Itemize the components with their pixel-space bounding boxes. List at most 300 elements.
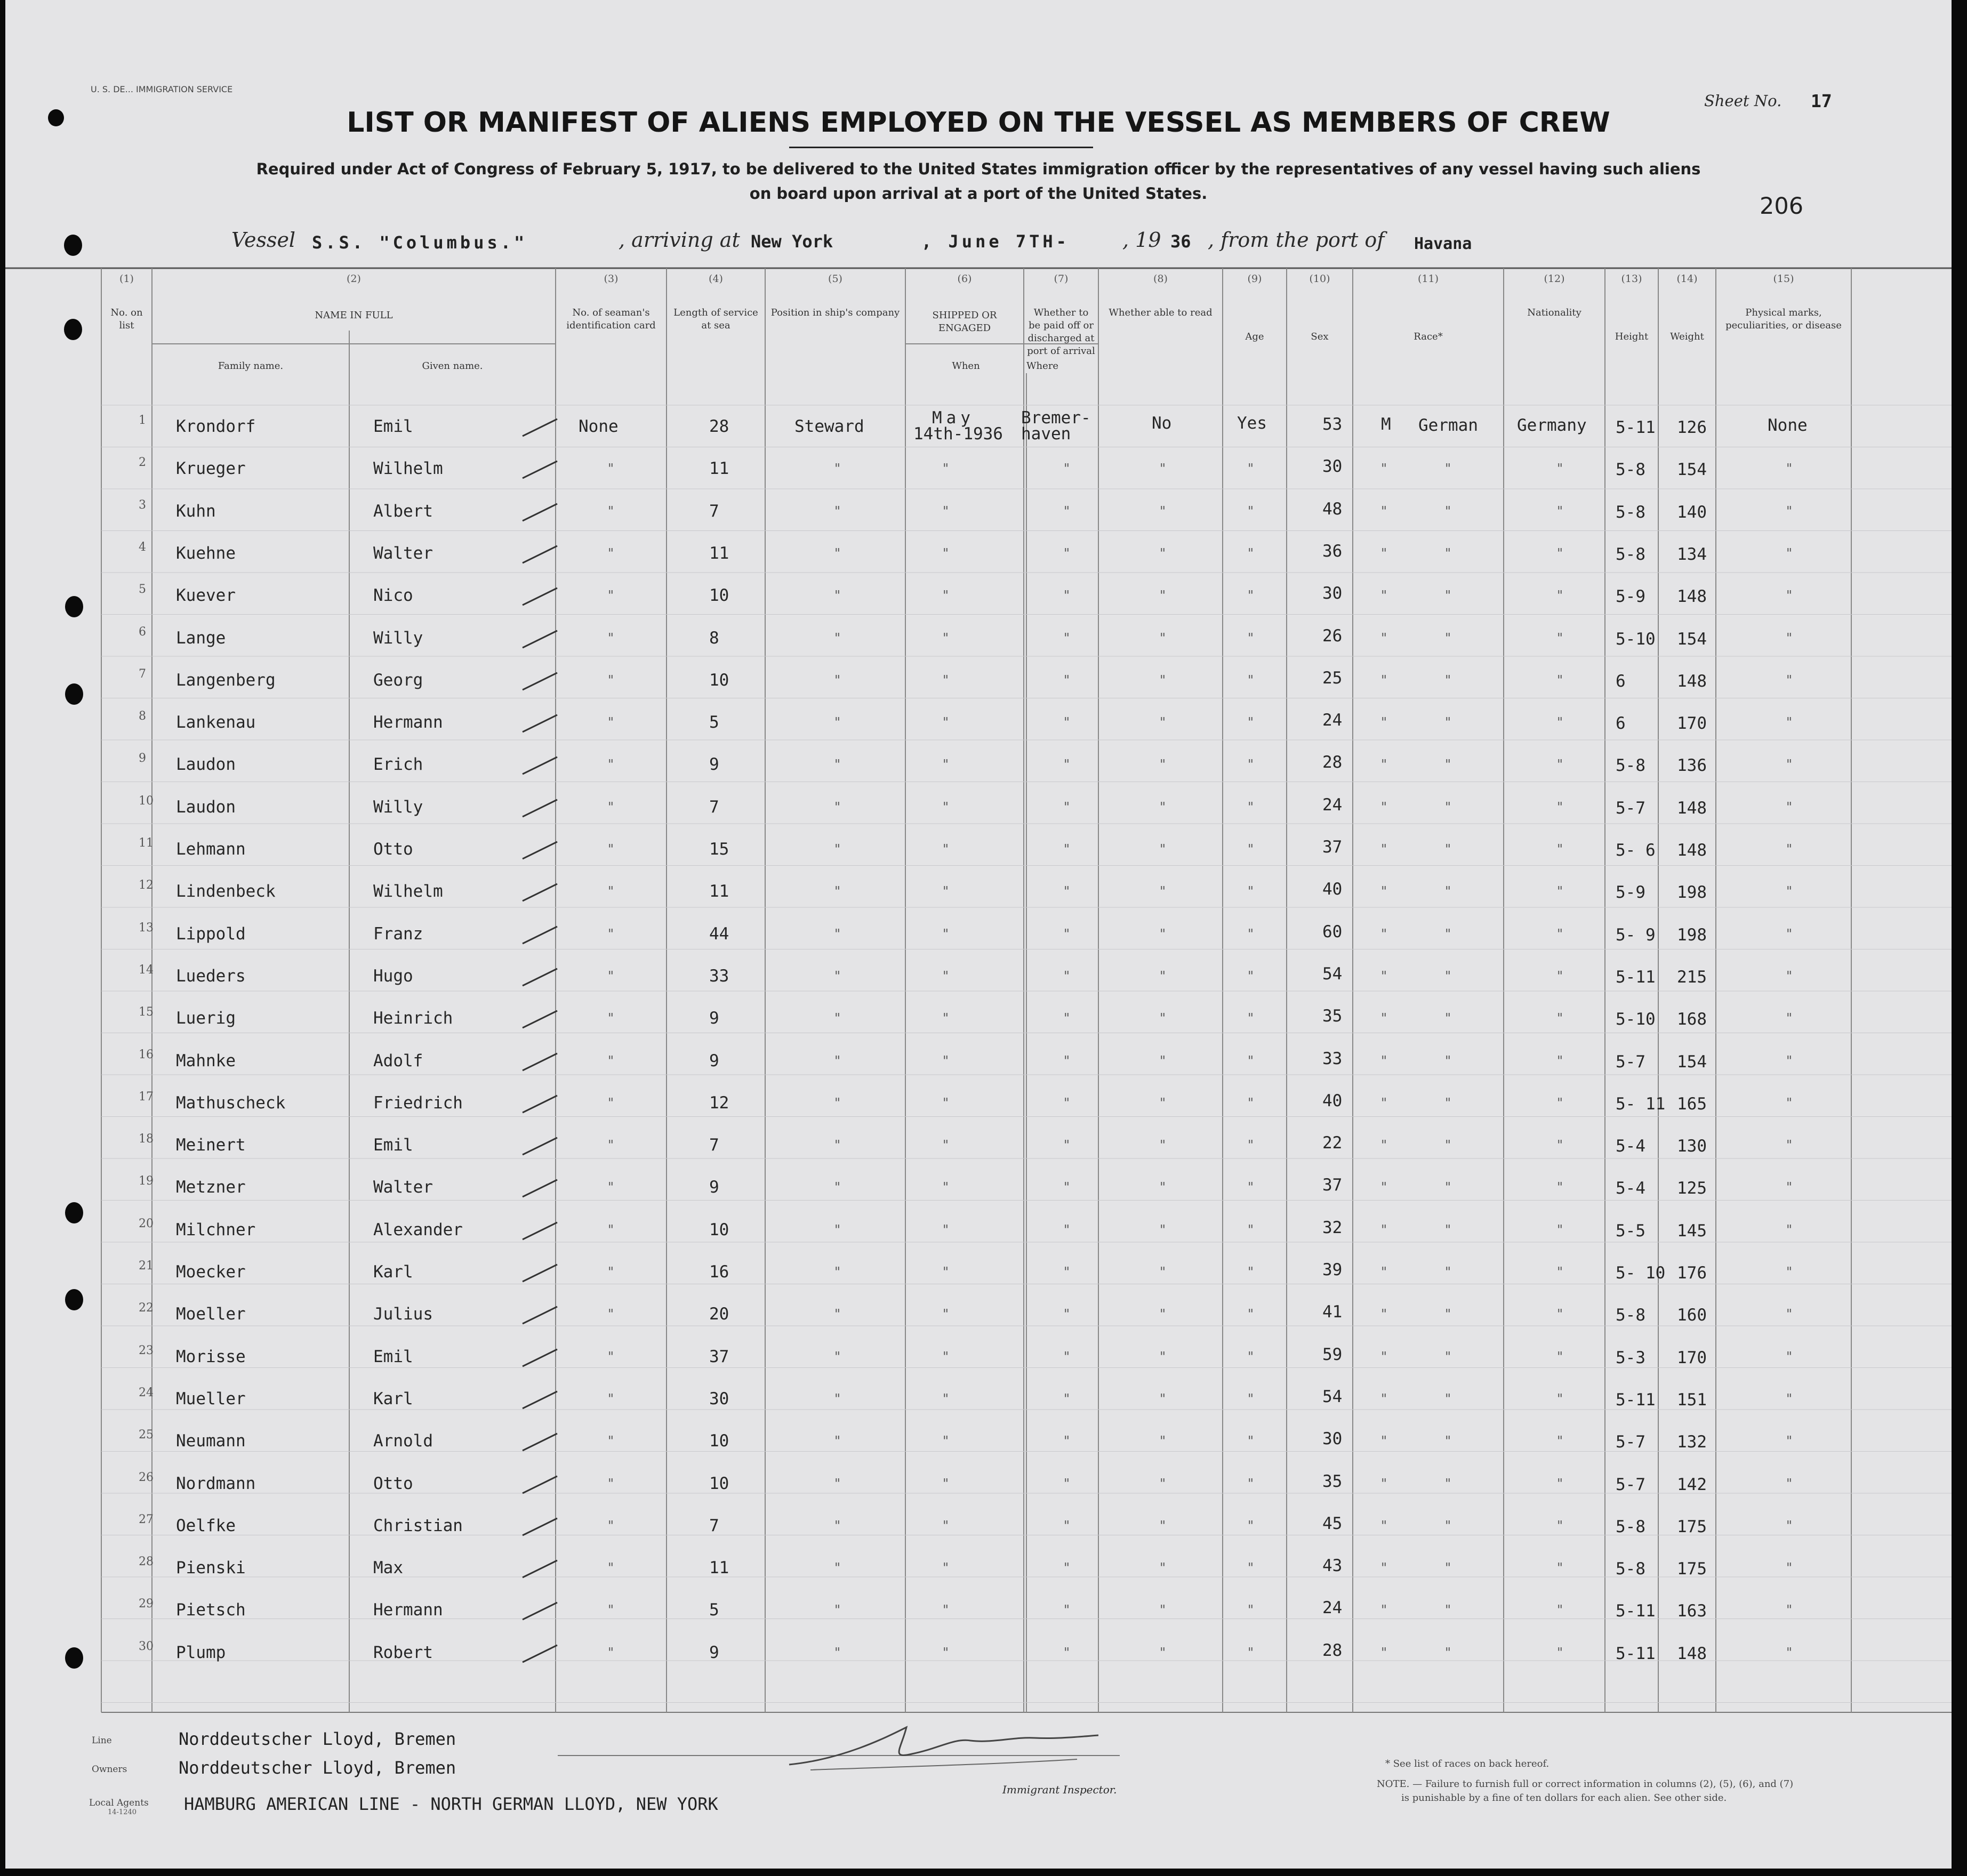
check-mark xyxy=(520,1260,563,1287)
check-mark xyxy=(520,669,563,695)
position-ditto: " xyxy=(834,715,841,730)
length-of-service: 7 xyxy=(709,1136,719,1155)
family-name: Neumann xyxy=(176,1431,246,1451)
row-number: 7 xyxy=(139,667,146,681)
physical-marks-ditto: " xyxy=(1786,1053,1793,1068)
check-mark xyxy=(520,1641,563,1668)
paid-off-ditto: " xyxy=(1160,503,1166,519)
able-to-read-ditto: " xyxy=(1248,842,1254,857)
id-card-ditto: " xyxy=(608,1349,614,1364)
family-name: Lange xyxy=(176,628,226,648)
given-name: Erich xyxy=(373,755,423,775)
check-mark xyxy=(520,880,563,906)
nationality-ditto: " xyxy=(1557,1645,1563,1660)
given-name: Hugo xyxy=(373,966,413,986)
race-ditto: " xyxy=(1445,1180,1451,1195)
length-of-service: 5 xyxy=(709,713,719,732)
height: 6 xyxy=(1616,714,1626,734)
weight: 126 xyxy=(1677,418,1707,437)
column-header: Height xyxy=(1615,331,1649,342)
height: 5- 6 xyxy=(1616,841,1656,860)
position-ditto: " xyxy=(834,842,841,857)
column-number: (7) xyxy=(1054,273,1069,285)
position-ditto: " xyxy=(834,1645,841,1660)
length-of-service: 28 xyxy=(709,417,729,436)
shipped-where-ditto: " xyxy=(1064,1349,1070,1364)
given-name: Otto xyxy=(373,840,413,859)
nationality-ditto: " xyxy=(1557,1222,1563,1237)
column-number: (6) xyxy=(957,273,972,285)
nationality-ditto: " xyxy=(1557,1307,1563,1322)
shipped-where-ditto: " xyxy=(1064,1138,1070,1153)
shipped-when-ditto: " xyxy=(943,1011,949,1026)
height: 5-10 xyxy=(1616,1010,1656,1029)
row-number: 10 xyxy=(139,794,154,808)
binding-hole xyxy=(65,1289,83,1310)
column-number: (15) xyxy=(1773,273,1794,285)
shipped-where-ditto: " xyxy=(1064,842,1070,857)
height: 5-8 xyxy=(1616,460,1645,480)
family-name: Oelfke xyxy=(176,1516,236,1535)
able-to-read-ditto: " xyxy=(1248,1603,1254,1618)
able-to-read-ditto: " xyxy=(1248,545,1254,561)
length-of-service: 16 xyxy=(709,1262,729,1282)
physical-marks-ditto: " xyxy=(1786,1518,1793,1533)
position-ditto: " xyxy=(834,757,841,772)
weight: 134 xyxy=(1677,544,1707,564)
race-ditto: " xyxy=(1445,630,1451,646)
height: 5-10 xyxy=(1616,629,1656,649)
sex-ditto: " xyxy=(1381,757,1387,772)
family-name: Pietsch xyxy=(176,1600,246,1620)
race-ditto: " xyxy=(1445,461,1451,477)
id-card-ditto: " xyxy=(608,968,614,984)
length-of-service: 15 xyxy=(709,840,729,859)
immigration-stamp: U. S. DE... IMMIGRATION SERVICE xyxy=(91,84,233,94)
paid-off: No xyxy=(1152,414,1172,433)
age: 36 xyxy=(1322,541,1343,561)
weight: 154 xyxy=(1677,460,1707,480)
height: 5-4 xyxy=(1616,1179,1645,1198)
able-to-read-ditto: " xyxy=(1248,926,1254,941)
height: 5-8 xyxy=(1616,544,1645,564)
physical-marks-ditto: " xyxy=(1786,799,1793,815)
weight: 163 xyxy=(1677,1601,1707,1621)
able-to-read-ditto: " xyxy=(1248,1645,1254,1660)
shipped-where-ditto: " xyxy=(1064,1434,1070,1449)
check-mark xyxy=(520,964,563,991)
paid-off-ditto: " xyxy=(1160,1265,1166,1279)
paid-off-ditto: " xyxy=(1160,1476,1166,1491)
family-name: Moeller xyxy=(176,1305,246,1324)
nationality: Germany xyxy=(1517,416,1587,435)
shipped-when-ditto: " xyxy=(943,1434,949,1449)
nationality-ditto: " xyxy=(1557,1434,1563,1449)
weight: 148 xyxy=(1677,798,1707,818)
nationality-ditto: " xyxy=(1557,588,1563,603)
shipped-when-ditto: " xyxy=(943,1180,949,1195)
length-of-service: 5 xyxy=(709,1600,719,1620)
subtitle-line-1: Required under Act of Congress of February 5, 1917, to be delivered to the United States immigration officer by the representatives of any vessel having such aliens xyxy=(256,160,1701,178)
family-name: Langenberg xyxy=(176,670,276,690)
length-of-service: 7 xyxy=(709,501,719,521)
physical-marks-ditto: " xyxy=(1786,1307,1793,1322)
able-to-read: Yes xyxy=(1237,414,1267,433)
given-name: Georg xyxy=(373,670,423,690)
column-number: (10) xyxy=(1309,273,1330,285)
shipped-when: 14th-1936 xyxy=(913,424,1003,444)
age: 28 xyxy=(1322,753,1343,772)
binding-hole xyxy=(64,235,82,256)
paid-off-ditto: " xyxy=(1160,672,1166,688)
column-header: No. on list xyxy=(110,307,143,331)
shipped-when-ditto: " xyxy=(943,715,949,730)
position-ditto: " xyxy=(834,672,841,688)
position-ditto: " xyxy=(834,1265,841,1279)
from-port-label: , from the port of xyxy=(1208,228,1385,252)
check-mark xyxy=(520,1175,563,1202)
nationality-ditto: " xyxy=(1557,968,1563,984)
height: 5-8 xyxy=(1616,1559,1645,1579)
height: 5-8 xyxy=(1616,756,1645,776)
column-number: (3) xyxy=(604,273,619,285)
nationality-ditto: " xyxy=(1557,1603,1563,1618)
sex-ditto: " xyxy=(1381,926,1387,941)
year-suffix: 36 xyxy=(1170,231,1191,252)
shipped-when-ditto: " xyxy=(943,1265,949,1279)
paid-off-ditto: " xyxy=(1160,1180,1166,1195)
weight: 125 xyxy=(1677,1179,1707,1198)
sex-ditto: " xyxy=(1381,1053,1387,1068)
position-ditto: " xyxy=(834,884,841,899)
row-number: 8 xyxy=(139,710,146,723)
nationality-ditto: " xyxy=(1557,842,1563,857)
age: 30 xyxy=(1322,1429,1343,1449)
age: 59 xyxy=(1322,1344,1343,1364)
length-of-service: 11 xyxy=(709,882,729,901)
shipped-where-ditto: " xyxy=(1064,1053,1070,1068)
shipped-when-ditto: " xyxy=(943,545,949,561)
physical-marks-ditto: " xyxy=(1786,588,1793,603)
race-ditto: " xyxy=(1445,1138,1451,1153)
able-to-read-ditto: " xyxy=(1248,503,1254,519)
physical-marks-ditto: " xyxy=(1786,545,1793,561)
id-card-ditto: " xyxy=(608,1560,614,1576)
id-card-ditto: " xyxy=(608,672,614,688)
length-of-service: 10 xyxy=(709,1220,729,1239)
physical-marks-ditto: " xyxy=(1786,1476,1793,1491)
row-number: 6 xyxy=(139,625,146,639)
shipped-where-ditto: " xyxy=(1064,799,1070,815)
able-to-read-ditto: " xyxy=(1248,1180,1254,1195)
race-ditto: " xyxy=(1445,1095,1451,1110)
check-mark xyxy=(520,1598,563,1625)
row-number: 14 xyxy=(139,963,154,977)
length-of-service: 11 xyxy=(709,543,729,563)
row-number: 22 xyxy=(139,1301,154,1315)
shipped-when-ditto: " xyxy=(943,1603,949,1618)
height: 5- 9 xyxy=(1616,925,1656,945)
family-name: Pienski xyxy=(176,1558,246,1578)
race-ditto: " xyxy=(1445,1518,1451,1533)
paid-off-ditto: " xyxy=(1160,884,1166,899)
race-ditto: " xyxy=(1445,672,1451,688)
family-name: Krondorf xyxy=(176,417,256,436)
weight: 160 xyxy=(1677,1306,1707,1325)
position-ditto: " xyxy=(834,799,841,815)
id-card-ditto: " xyxy=(608,757,614,772)
column-number: (4) xyxy=(709,273,723,285)
column-header: Position in ship's company xyxy=(770,307,900,318)
shipped-where-ditto: " xyxy=(1064,926,1070,941)
given-name: Friedrich xyxy=(373,1093,463,1113)
able-to-read-ditto: " xyxy=(1248,672,1254,688)
height: 5-9 xyxy=(1616,883,1645,903)
shipped-where-ditto: " xyxy=(1064,1011,1070,1026)
weight: 170 xyxy=(1677,1348,1707,1367)
row-number: 27 xyxy=(139,1512,154,1526)
position-ditto: " xyxy=(834,545,841,561)
row-number: 21 xyxy=(139,1259,154,1273)
length-of-service: 10 xyxy=(709,1474,729,1493)
able-to-read-ditto: " xyxy=(1248,630,1254,646)
given-name: Heinrich xyxy=(373,1009,453,1028)
shipped-where-ditto: " xyxy=(1064,884,1070,899)
physical-marks-ditto: " xyxy=(1786,1645,1793,1660)
shipped-when: May xyxy=(932,408,975,428)
position-ditto: " xyxy=(834,1391,841,1406)
family-name: Mueller xyxy=(176,1389,246,1408)
check-mark xyxy=(520,753,563,779)
id-card-ditto: " xyxy=(608,1180,614,1195)
nationality-ditto: " xyxy=(1557,1518,1563,1533)
able-to-read-ditto: " xyxy=(1248,1476,1254,1491)
height: 5-11 xyxy=(1616,1390,1656,1410)
physical-marks-ditto: " xyxy=(1786,1560,1793,1576)
row-number: 18 xyxy=(139,1132,154,1146)
family-name: Lankenau xyxy=(176,713,256,732)
column-subheader: Family name. xyxy=(218,360,284,372)
able-to-read-ditto: " xyxy=(1248,884,1254,899)
id-card-ditto: " xyxy=(608,630,614,646)
shipped-when-ditto: " xyxy=(943,1138,949,1153)
able-to-read-ditto: " xyxy=(1248,1011,1254,1026)
height: 5- 10 xyxy=(1616,1263,1666,1283)
column-number: (11) xyxy=(1417,273,1439,285)
given-name: Robert xyxy=(373,1642,433,1662)
weight: 165 xyxy=(1677,1094,1707,1114)
able-to-read-ditto: " xyxy=(1248,588,1254,603)
weight: 145 xyxy=(1677,1221,1707,1241)
shipped-when-ditto: " xyxy=(943,1560,949,1576)
sex-ditto: " xyxy=(1381,1011,1387,1026)
shipped-when-ditto: " xyxy=(943,503,949,519)
able-to-read-ditto: " xyxy=(1248,1053,1254,1068)
shipped-where-ditto: " xyxy=(1064,1603,1070,1618)
weight: 176 xyxy=(1677,1263,1707,1283)
sex-ditto: " xyxy=(1381,968,1387,984)
race-ditto: " xyxy=(1445,1560,1451,1576)
given-name: Arnold xyxy=(373,1431,433,1451)
family-name: Morisse xyxy=(176,1347,246,1366)
shipped-when-ditto: " xyxy=(943,1053,949,1068)
nationality-ditto: " xyxy=(1557,799,1563,815)
shipped-when-ditto: " xyxy=(943,926,949,941)
age: 30 xyxy=(1322,457,1343,477)
weight: 175 xyxy=(1677,1517,1707,1536)
check-mark xyxy=(520,1387,563,1414)
age: 60 xyxy=(1322,922,1343,941)
race-ditto: " xyxy=(1445,1391,1451,1406)
nationality-ditto: " xyxy=(1557,757,1563,772)
sex-ditto: " xyxy=(1381,1222,1387,1237)
height: 5-7 xyxy=(1616,1432,1645,1452)
height: 5-7 xyxy=(1616,1052,1645,1072)
height: 5-3 xyxy=(1616,1348,1645,1367)
given-name: Emil xyxy=(373,1347,413,1366)
race-ditto: " xyxy=(1445,1349,1451,1364)
shipped-where-ditto: " xyxy=(1064,503,1070,519)
id-card-ditto: " xyxy=(608,461,614,477)
physical-marks-ditto: " xyxy=(1786,968,1793,984)
row-number: 16 xyxy=(139,1048,154,1061)
race-ditto: " xyxy=(1445,1603,1451,1618)
shipped-where-ditto: " xyxy=(1064,588,1070,603)
race-ditto: " xyxy=(1445,799,1451,815)
able-to-read-ditto: " xyxy=(1248,1095,1254,1110)
column-subheader: Where xyxy=(1026,360,1059,372)
position-ditto: " xyxy=(834,1518,841,1533)
nationality-ditto: " xyxy=(1557,1053,1563,1068)
sex-ditto: " xyxy=(1381,1434,1387,1449)
height: 5-8 xyxy=(1616,1517,1645,1536)
physical-marks-ditto: " xyxy=(1786,884,1793,899)
family-name: Lueders xyxy=(176,966,246,986)
row-number: 9 xyxy=(139,752,146,766)
paid-off-ditto: " xyxy=(1160,757,1166,772)
length-of-service: 9 xyxy=(709,1178,719,1197)
height: 6 xyxy=(1616,671,1626,691)
length-of-service: 9 xyxy=(709,1642,719,1662)
given-name: Hermann xyxy=(373,713,443,732)
paid-off-ditto: " xyxy=(1160,1222,1166,1237)
length-of-service: 12 xyxy=(709,1093,729,1113)
weight: 130 xyxy=(1677,1137,1707,1156)
position-ditto: " xyxy=(834,630,841,646)
given-name: Walter xyxy=(373,543,433,563)
paid-off-ditto: " xyxy=(1160,630,1166,646)
position-ditto: " xyxy=(834,588,841,603)
given-name: Hermann xyxy=(373,1600,443,1620)
paid-off-ditto: " xyxy=(1160,1391,1166,1406)
weight: 148 xyxy=(1677,587,1707,607)
column-number: (2) xyxy=(347,273,361,285)
sheet-label: Sheet No. xyxy=(1704,92,1782,110)
sex-ditto: " xyxy=(1381,1603,1387,1618)
able-to-read-ditto: " xyxy=(1248,968,1254,984)
id-card-ditto: " xyxy=(608,1138,614,1153)
weight: 198 xyxy=(1677,925,1707,945)
given-name: Karl xyxy=(373,1389,413,1408)
family-name: Nordmann xyxy=(176,1474,256,1493)
family-name: Kuhn xyxy=(176,501,216,521)
able-to-read-ditto: " xyxy=(1248,1222,1254,1237)
binding-hole xyxy=(65,1202,83,1223)
shipped-when-ditto: " xyxy=(943,461,949,477)
page-number: 206 xyxy=(1760,193,1804,220)
sex-ditto: " xyxy=(1381,545,1387,561)
id-card-ditto: " xyxy=(608,842,614,857)
length-of-service: 11 xyxy=(709,459,729,479)
row-number: 28 xyxy=(139,1555,154,1569)
id-card-ditto: " xyxy=(608,1222,614,1237)
row-number: 15 xyxy=(139,1005,154,1019)
row-number: 12 xyxy=(139,879,154,892)
given-name: Emil xyxy=(373,417,413,436)
shipped-where-ditto: " xyxy=(1064,461,1070,477)
paid-off-ditto: " xyxy=(1160,588,1166,603)
position-ditto: " xyxy=(834,1560,841,1576)
nationality-ditto: " xyxy=(1557,1180,1563,1195)
given-name: Willy xyxy=(373,628,423,648)
family-name: Laudon xyxy=(176,755,236,775)
race: German xyxy=(1418,416,1478,435)
position-ditto: " xyxy=(834,1222,841,1237)
family-name: Lindenbeck xyxy=(176,882,276,901)
given-name: Christian xyxy=(373,1516,463,1535)
given-name: Albert xyxy=(373,501,433,521)
title-rule xyxy=(789,147,1093,148)
id-card-ditto: " xyxy=(608,1053,614,1068)
paid-off-ditto: " xyxy=(1160,1011,1166,1026)
row-number: 2 xyxy=(139,456,146,470)
check-mark xyxy=(520,1302,563,1329)
id-card-ditto: " xyxy=(608,1645,614,1660)
physical-marks-ditto: " xyxy=(1786,757,1793,772)
position-ditto: " xyxy=(834,1053,841,1068)
race-ditto: " xyxy=(1445,1053,1451,1068)
physical-marks-ditto: " xyxy=(1786,672,1793,688)
height: 5-9 xyxy=(1616,587,1645,607)
paid-off-ditto: " xyxy=(1160,926,1166,941)
age: 35 xyxy=(1322,1007,1343,1026)
weight: 140 xyxy=(1677,502,1707,522)
given-name: Alexander xyxy=(373,1220,463,1239)
column-header: Age xyxy=(1245,331,1264,342)
race-ditto: " xyxy=(1445,1476,1451,1491)
id-card-ditto: " xyxy=(608,1603,614,1618)
paid-off-ditto: " xyxy=(1160,1603,1166,1618)
position-ditto: " xyxy=(834,968,841,984)
check-mark xyxy=(520,1049,563,1076)
nationality-ditto: " xyxy=(1557,1011,1563,1026)
line-label: Line xyxy=(92,1735,112,1746)
races-note: * See list of races on back hereof. xyxy=(1385,1758,1549,1769)
given-name: Franz xyxy=(373,924,423,944)
row-number: 23 xyxy=(139,1343,154,1357)
physical-marks: None xyxy=(1768,416,1808,435)
shipped-when-ditto: " xyxy=(943,757,949,772)
row-number: 17 xyxy=(139,1090,154,1104)
check-mark xyxy=(520,711,563,737)
nationality-ditto: " xyxy=(1557,1095,1563,1110)
given-name: Julius xyxy=(373,1305,433,1324)
given-name: Nico xyxy=(373,586,413,606)
column-number: (1) xyxy=(119,273,134,285)
given-name: Adolf xyxy=(373,1051,423,1070)
sex-ditto: " xyxy=(1381,884,1387,899)
check-mark xyxy=(520,584,563,610)
